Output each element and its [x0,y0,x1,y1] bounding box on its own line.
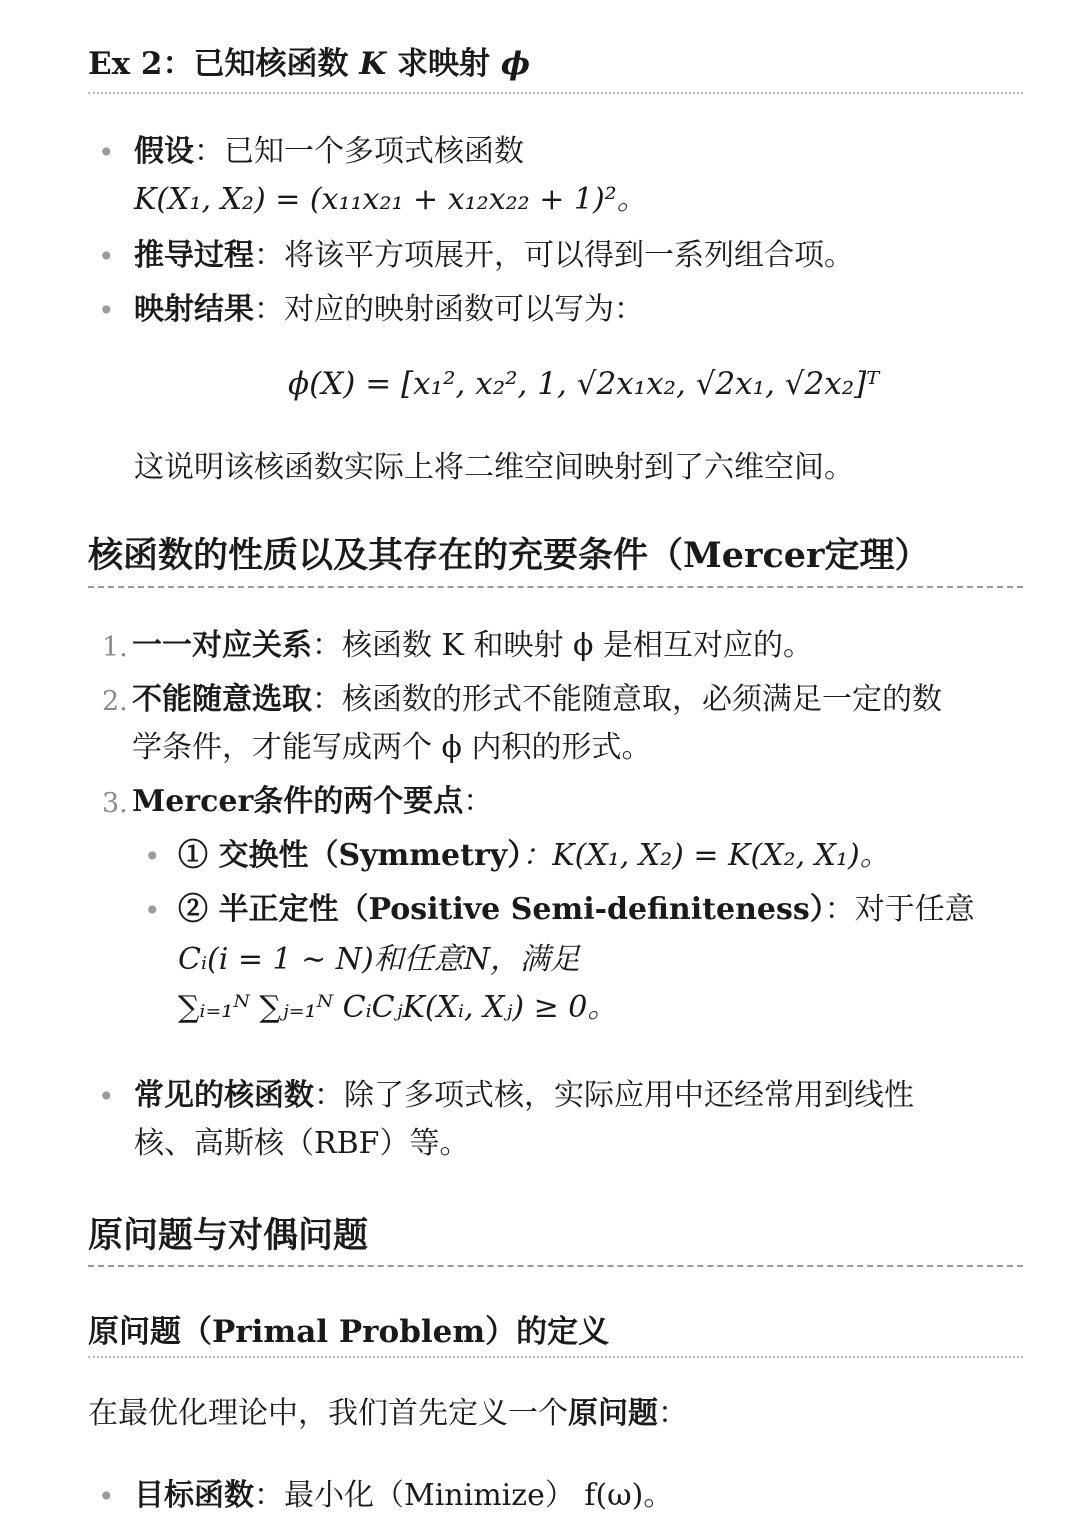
mercer-item-3 [132,784,493,820]
primal-dual-heading: 原问题与对偶问题 [88,1215,369,1256]
bullet-dot: • [98,240,115,273]
objective-label: 目标函数 [134,1478,254,1513]
mercer-heading-divider [88,586,1023,588]
psd-text-line3: ∑ᵢ₌₁ᴺ ∑ⱼ₌₁ᴺ CᵢCⱼK(Xᵢ, Xⱼ) ≥ 0。 [178,990,618,1025]
item1-text: ：核函数 K 和映射 ϕ 是相互对应的。 [312,628,814,663]
assume-line [134,134,524,170]
primal-subheading-divider [88,1356,1023,1358]
bullet-dot: • [98,136,115,169]
assume-formula: K(X₁, X₂) = (x₁₁x₂₁ + x₁₂x₂₂ + 1)²。 [134,182,647,217]
common-text-line2: 核、高斯核（RBF）等。 [134,1126,470,1161]
result-text: ：对应的映射函数可以写为： [254,292,644,327]
list-number: 2. [102,686,128,717]
objective-text: ：最小化（Minimize） f(ω)。 [254,1478,674,1513]
derive-label: 推导过程 [134,238,254,273]
assume-label: 假设 [134,134,194,169]
list-number: 1. [102,632,128,663]
primal-intro [88,1396,688,1432]
item2-label: 不能随意选取 [132,682,312,717]
ex2-title-divider [88,92,1023,94]
ex2-title-phi: ϕ [500,46,530,82]
item3-label: Mercer条件的两个要点 [132,784,464,819]
intro-prefix: 在最优化理论中，我们首先定义一个 [88,1396,568,1431]
psd-text-line2: Cᵢ(i = 1 ∼ N)和任意N，满足 [178,942,580,977]
derive-line [134,238,854,274]
primal-subheading: 原问题（Primal Problem）的定义 [88,1314,610,1350]
conclusion-text: 这说明该核函数实际上将二维空间映射到了六维空间。 [134,450,854,485]
mercer-heading: 核函数的性质以及其存在的充要条件（Mercer定理） [88,535,930,576]
common-kernels-line [134,1078,914,1114]
bullet-dot: • [144,894,161,927]
symmetry-label: ① 交换性（Symmetry） [178,838,523,873]
ex2-title-mid: 求映射 [386,46,501,82]
derive-text: ：将该平方项展开，可以得到一系列组合项。 [254,238,854,273]
ex2-title [88,38,1023,83]
mercer-item-1 [132,628,813,664]
psd-label: ② 半正定性（Positive Semi-definiteness） [178,892,825,927]
mapping-formula: ϕ(X) = [x₁², x₂², 1, √2x₁x₂, √2x₁, √2x₂]ᵀ [288,366,880,402]
symmetry-text: ：K(X₁, X₂) = K(X₂, X₁)。 [522,838,890,873]
ex2-title-k: K [359,46,387,82]
item3-colon: ： [463,784,494,819]
item2-text-line1: ：核函数的形式不能随意取，必须满足一定的数 [312,682,942,717]
bullet-dot: • [98,1480,115,1513]
bullet-dot: • [98,1080,115,1113]
assume-text: ：已知一个多项式核函数 [194,134,524,169]
psd-line [178,892,975,928]
result-line [134,292,644,328]
mercer-item-2 [132,682,942,718]
psd-text-line1: ：对于任意 [824,892,975,927]
result-label: 映射结果 [134,292,254,327]
common-label: 常见的核函数 [134,1078,314,1113]
objective-line [134,1478,673,1514]
item1-label: 一一对应关系 [132,628,312,663]
ex2-title-prefix: Ex 2：已知核函数 [88,46,360,82]
bullet-dot: • [144,840,161,873]
symmetry-line [178,838,890,874]
intro-suffix: ： [658,1396,688,1431]
common-text-line1: ：除了多项式核，实际应用中还经常用到线性 [314,1078,914,1113]
intro-bold: 原问题 [568,1396,658,1431]
list-number: 3. [102,788,128,819]
item2-text-line2: 学条件，才能写成两个 ϕ 内积的形式。 [132,730,652,765]
bullet-dot: • [98,294,115,327]
primal-dual-divider [88,1265,1023,1267]
